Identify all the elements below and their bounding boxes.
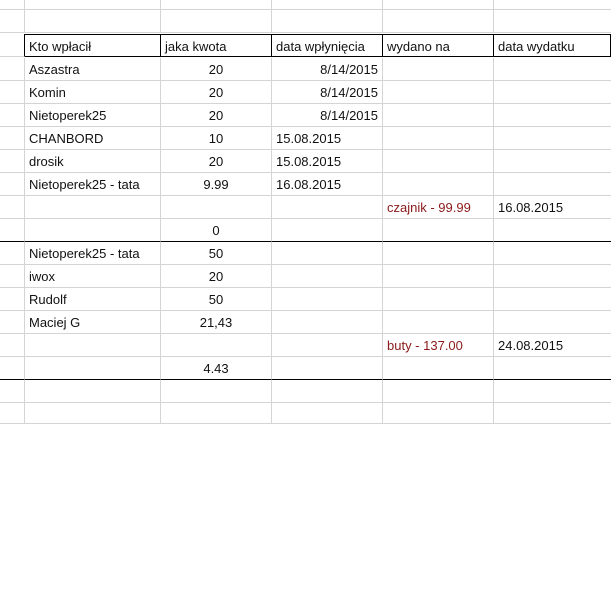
table-row xyxy=(0,401,611,424)
cell[interactable] xyxy=(272,10,383,33)
cell-spent-on[interactable] xyxy=(383,219,494,242)
cell[interactable] xyxy=(25,10,161,33)
cell-name[interactable] xyxy=(25,219,161,242)
table-row xyxy=(0,58,611,81)
cell[interactable] xyxy=(161,10,272,33)
cell[interactable] xyxy=(383,0,494,10)
table-row xyxy=(0,127,611,150)
cell[interactable] xyxy=(0,10,25,33)
cell-in-date[interactable] xyxy=(272,334,383,357)
table-header-row xyxy=(0,34,611,57)
table-row xyxy=(0,380,611,403)
cell[interactable] xyxy=(161,401,272,424)
cell-in-date[interactable] xyxy=(272,311,383,334)
cell-out-date[interactable] xyxy=(494,173,611,196)
cell-in-date[interactable]: 16.08.2015 xyxy=(272,173,383,196)
cell-spent-on[interactable] xyxy=(383,58,494,81)
cell[interactable] xyxy=(0,104,25,127)
cell-in-date[interactable]: 15.08.2015 xyxy=(272,150,383,173)
table-row xyxy=(0,288,611,311)
cell[interactable] xyxy=(494,401,611,424)
table-row xyxy=(0,357,611,380)
cell-name[interactable]: Aszastra xyxy=(25,58,161,81)
cell-amount[interactable]: 50 xyxy=(161,288,272,311)
cell-spent-on[interactable] xyxy=(383,288,494,311)
cell-in-date[interactable] xyxy=(272,219,383,242)
header-in-date[interactable]: data wpłynięcia xyxy=(272,34,383,57)
cell[interactable] xyxy=(0,81,25,104)
table-row xyxy=(0,219,611,242)
cell-spent-on[interactable] xyxy=(383,357,494,380)
cell-name[interactable]: drosik xyxy=(25,150,161,173)
cell[interactable] xyxy=(161,380,272,403)
cell[interactable] xyxy=(494,380,611,403)
cell-out-date[interactable] xyxy=(494,288,611,311)
cell-spent-on[interactable] xyxy=(383,311,494,334)
cell[interactable] xyxy=(0,58,25,81)
cell[interactable] xyxy=(494,0,611,10)
cell-spent-on[interactable] xyxy=(383,127,494,150)
cell-name[interactable] xyxy=(25,357,161,380)
cell[interactable] xyxy=(0,173,25,196)
cell-out-date[interactable]: 16.08.2015 xyxy=(494,196,611,219)
cell-in-date[interactable] xyxy=(272,196,383,219)
cell[interactable] xyxy=(0,34,25,57)
cell-out-date[interactable] xyxy=(494,357,611,380)
cell[interactable] xyxy=(0,150,25,173)
header-spent-on[interactable]: wydano na xyxy=(383,34,494,57)
cell[interactable] xyxy=(0,0,25,10)
cell-amount[interactable]: 20 xyxy=(161,81,272,104)
table-row xyxy=(0,265,611,288)
cell-out-date[interactable] xyxy=(494,127,611,150)
cell-amount[interactable]: 21,43 xyxy=(161,311,272,334)
cell-out-date[interactable]: 24.08.2015 xyxy=(494,334,611,357)
cell[interactable] xyxy=(494,10,611,33)
table-row xyxy=(0,173,611,196)
cell-in-date[interactable] xyxy=(272,357,383,380)
table-row xyxy=(0,242,611,265)
cell-in-date[interactable] xyxy=(272,265,383,288)
cell[interactable] xyxy=(0,196,25,219)
table-row xyxy=(0,311,611,334)
cell[interactable] xyxy=(0,288,25,311)
cell[interactable] xyxy=(0,357,25,380)
cell-in-date[interactable]: 8/14/2015 xyxy=(272,104,383,127)
cell[interactable] xyxy=(0,219,25,242)
cell[interactable] xyxy=(161,0,272,10)
cell[interactable] xyxy=(0,311,25,334)
cell-in-date[interactable] xyxy=(272,242,383,265)
cell[interactable] xyxy=(383,380,494,403)
cell-amount[interactable]: 50 xyxy=(161,242,272,265)
cell-spent-on[interactable] xyxy=(383,173,494,196)
cell-amount[interactable]: 20 xyxy=(161,104,272,127)
header-out-date[interactable]: data wydatku xyxy=(494,34,611,57)
cell-spent-on[interactable] xyxy=(383,104,494,127)
table-row xyxy=(0,104,611,127)
cell[interactable] xyxy=(25,0,161,10)
table-row xyxy=(0,334,611,357)
cell-spent-on[interactable] xyxy=(383,242,494,265)
cell[interactable] xyxy=(272,401,383,424)
cell-out-date[interactable] xyxy=(494,265,611,288)
cell-in-date[interactable]: 15.08.2015 xyxy=(272,127,383,150)
cell-amount[interactable]: 20 xyxy=(161,265,272,288)
cell-name[interactable] xyxy=(25,334,161,357)
cell[interactable] xyxy=(0,127,25,150)
cell-out-date[interactable] xyxy=(494,311,611,334)
cell-name[interactable]: CHANBORD xyxy=(25,127,161,150)
header-amount[interactable]: jaka kwota xyxy=(161,34,272,57)
cell-out-date[interactable] xyxy=(494,104,611,127)
cell[interactable] xyxy=(0,265,25,288)
cell-amount[interactable] xyxy=(161,334,272,357)
cell-amount[interactable] xyxy=(161,196,272,219)
cell-out-date[interactable] xyxy=(494,242,611,265)
cell[interactable] xyxy=(383,401,494,424)
cell-in-date[interactable]: 8/14/2015 xyxy=(272,58,383,81)
cell-amount[interactable]: 0 xyxy=(161,219,272,242)
cell-amount[interactable]: 20 xyxy=(161,58,272,81)
header-name[interactable]: Kto wpłacił xyxy=(25,34,161,57)
table-row xyxy=(0,10,611,33)
cell-amount[interactable]: 9.99 xyxy=(161,173,272,196)
cell-spent-on[interactable]: buty - 137.00 xyxy=(383,334,494,357)
cell-name[interactable]: Rudolf xyxy=(25,288,161,311)
cell-out-date[interactable] xyxy=(494,58,611,81)
cell-amount[interactable]: 4.43 xyxy=(161,357,272,380)
cell-name[interactable]: Nietoperek25 - tata xyxy=(25,242,161,265)
cell-amount[interactable]: 20 xyxy=(161,150,272,173)
cell-in-date[interactable]: 8/14/2015 xyxy=(272,81,383,104)
cell-name[interactable]: Nietoperek25 - tata xyxy=(25,173,161,196)
cell-amount[interactable]: 10 xyxy=(161,127,272,150)
cell-out-date[interactable] xyxy=(494,219,611,242)
cell-spent-on[interactable] xyxy=(383,150,494,173)
cell[interactable] xyxy=(0,380,25,403)
cell[interactable] xyxy=(0,334,25,357)
cell[interactable] xyxy=(25,401,161,424)
cell-spent-on[interactable] xyxy=(383,81,494,104)
table-row xyxy=(0,81,611,104)
cell-in-date[interactable] xyxy=(272,288,383,311)
cell[interactable] xyxy=(25,380,161,403)
cell-name[interactable]: Nietoperek25 xyxy=(25,104,161,127)
cell[interactable] xyxy=(383,10,494,33)
cell[interactable] xyxy=(272,380,383,403)
cell-out-date[interactable] xyxy=(494,81,611,104)
cell[interactable] xyxy=(272,0,383,10)
cell-name[interactable]: Komin xyxy=(25,81,161,104)
cell[interactable] xyxy=(0,242,25,265)
cell-name[interactable] xyxy=(25,196,161,219)
cell-name[interactable]: iwox xyxy=(25,265,161,288)
table-row xyxy=(0,196,611,219)
table-row xyxy=(0,0,611,10)
cell-out-date[interactable] xyxy=(494,150,611,173)
table-row xyxy=(0,150,611,173)
cell-name[interactable]: Maciej G xyxy=(25,311,161,334)
cell-spent-on[interactable] xyxy=(383,265,494,288)
cell-spent-on[interactable]: czajnik - 99.99 xyxy=(383,196,494,219)
cell[interactable] xyxy=(0,401,25,424)
